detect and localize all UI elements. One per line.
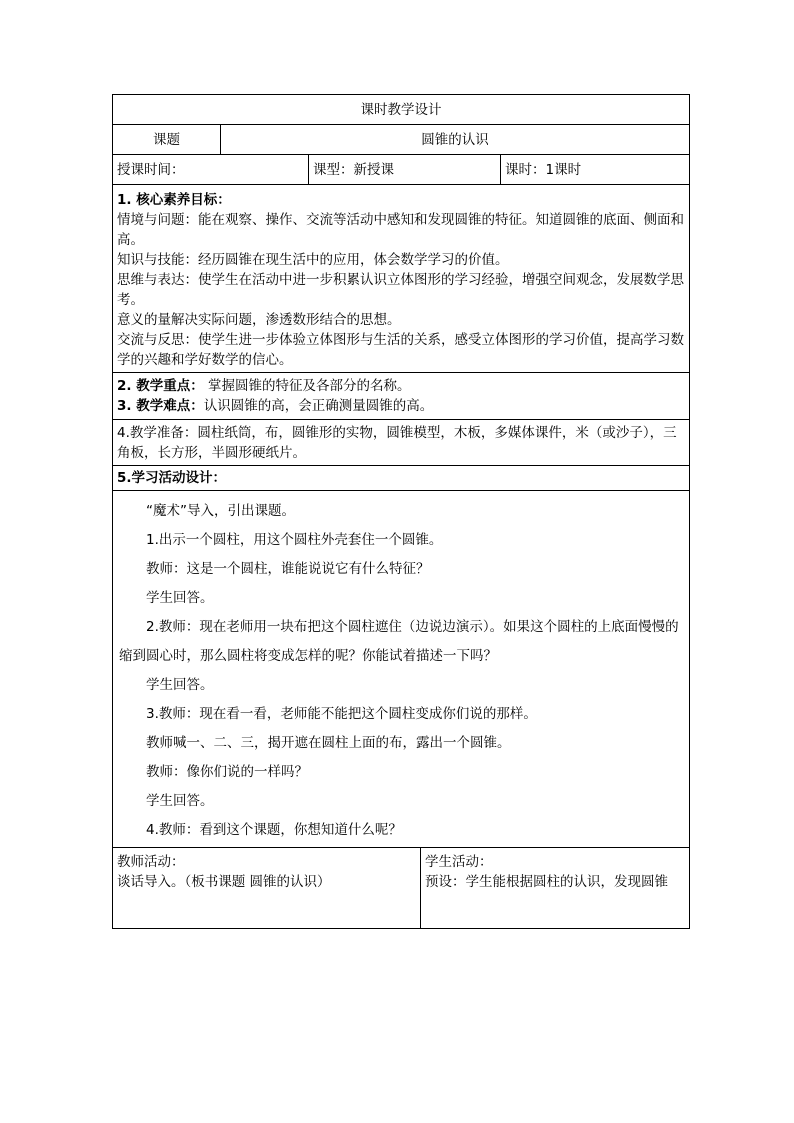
- topic-label: 课题: [113, 125, 221, 155]
- student-activity-text: 预设：学生能根据圆柱的认识，发现圆锥: [425, 874, 668, 890]
- activity-paragraph: 教师喊一、二、三，揭开遮在圆柱上面的布，露出一个圆锥。: [146, 735, 511, 751]
- preparation-cell: 4.教学准备：圆柱纸筒，布，圆锥形的实物，圆锥模型，木板，多媒体课件，米（或沙子），三角板，长方形，半圆形硬纸片。: [113, 420, 690, 466]
- activity-paragraph: 学生回答。: [146, 793, 214, 809]
- activity-paragraph: 学生回答。: [146, 590, 214, 606]
- key-point-text: 掌握圆锥的特征及各部分的名称。: [203, 378, 411, 394]
- lesson-plan: [112, 94, 689, 929]
- goal-line: 知识与技能：经历圆锥在现生活中的应用，体会数学学习的价值。: [117, 252, 509, 268]
- key-difficult-cell: [113, 373, 690, 420]
- student-activity-label: 学生活动：: [425, 854, 493, 870]
- activity-paragraph: 3.教师：现在看一看，老师能不能把这个圆柱变成你们说的那样。: [146, 706, 537, 722]
- goals-cell: [113, 185, 690, 373]
- teacher-activity-label: 教师活动：: [117, 854, 185, 870]
- topic-value: 圆锥的认识: [221, 125, 690, 155]
- lesson-table: [112, 94, 690, 929]
- activity-paragraph: 教师：这是一个圆柱，谁能说说它有什么特征？: [146, 561, 430, 577]
- key-point-label: 2. 教学重点：: [117, 378, 204, 394]
- goals-heading: 1. 核心素养目标：: [117, 192, 231, 208]
- lesson-hours: 课时：1课时: [501, 155, 690, 185]
- activity-paragraph: 1.出示一个圆柱，用这个圆柱外壳套住一个圆锥。: [146, 532, 443, 548]
- activity-paragraph: “魔术”导入，引出课题。: [146, 503, 295, 519]
- activity-paragraph: 4.教师：看到这个课题，你想知道什么呢？: [146, 822, 402, 838]
- activity-paragraph: 学生回答。: [146, 677, 214, 693]
- activity-cell: [113, 491, 690, 848]
- student-activity-cell: [421, 848, 690, 929]
- activity-heading: 5.学习活动设计：: [113, 466, 690, 491]
- goal-line: 情境与问题：能在观察、操作、交流等活动中感知和发现圆锥的特征。知道圆锥的底面、侧面和高。: [117, 212, 684, 248]
- difficulty-label: 3. 教学难点：: [117, 398, 204, 414]
- activity-paragraph: 2.教师：现在老师用一块布把这个圆柱遮住（边说边演示）。如果这个圆柱的上底面慢慢的缩到圆心时，那么圆柱将变成怎样的呢？你能试着描述一下吗？: [119, 619, 679, 664]
- goal-line: 思维与表达：使学生在活动中进一步积累认识立体图形的学习经验，增强空间观念，发展数学思考。: [117, 272, 684, 308]
- teacher-activity-text: 谈话导入。（板书课题 圆锥的认识）: [117, 874, 331, 890]
- difficulty-text: 认识圆锥的高，会正确测量圆锥的高。: [203, 398, 434, 414]
- time-label: 授课时间：: [113, 155, 309, 185]
- table-title: 课时教学设计: [113, 95, 690, 125]
- lesson-type: 课型：新授课: [309, 155, 501, 185]
- activity-paragraph: 教师：像你们说的一样吗？: [146, 764, 308, 780]
- teacher-activity-cell: [113, 848, 421, 929]
- goal-line: 交流与反思：使学生进一步体验立体图形与生活的关系，感受立体图形的学习价值，提高学习数学的兴趣和学好数学的信心。: [117, 332, 684, 368]
- goal-line: 意义的量解决实际问题，渗透数形结合的思想。: [117, 312, 401, 328]
